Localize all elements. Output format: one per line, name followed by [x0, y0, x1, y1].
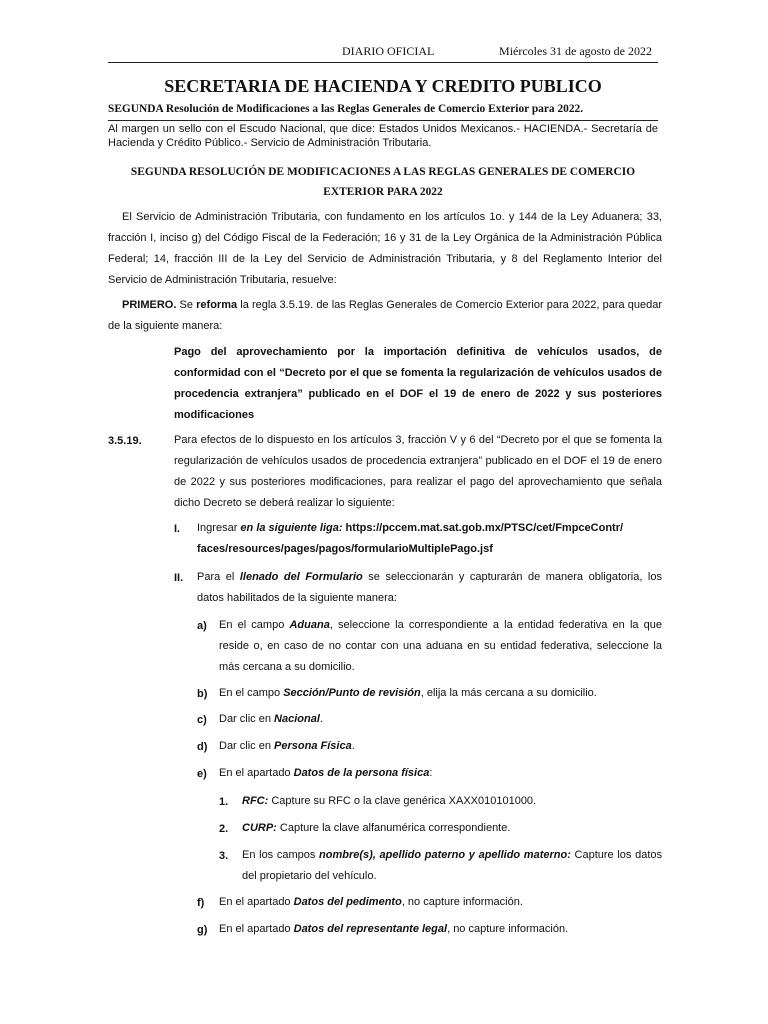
seal-note: Al margen un sello con el Escudo Nacional, que dice: Estados Unidos Mexicanos.- HACIENDA.- Secretaría de Hacienda y Crédito Público.- Servicio de Administración Tributaria. — [108, 123, 658, 149]
subitem-b-field: Sección/Punto de revisión — [283, 687, 421, 699]
section-heading: SECRETARIA DE HACIENDA Y CREDITO PUBLICO — [164, 76, 602, 96]
reforma-word: reforma — [196, 299, 238, 311]
item-I-text-a: Ingresar — [197, 522, 241, 534]
subtitle-rule — [108, 120, 658, 121]
subitem-c-text — [219, 709, 662, 730]
publication-name: DIARIO OFICIAL — [342, 44, 435, 58]
subitem-g-text — [219, 919, 662, 940]
subitem-e-text — [219, 763, 662, 784]
subitem-d-pre: Dar clic en — [219, 740, 275, 752]
primero-text-b: la regla 3.5.19. de las Reglas Generales de Comercio Exterior para 2022, para quedar de la siguiente manera: — [108, 299, 662, 332]
subtitle-bold: SEGUNDA — [108, 103, 164, 115]
subitem-d-post: . — [351, 740, 355, 752]
subitem-d-text — [219, 736, 662, 757]
subitem-c-post: . — [319, 713, 323, 725]
subitem-f-text — [219, 892, 662, 913]
numbered-1-label: 1. — [219, 796, 229, 808]
subitem-e-post: : — [429, 767, 433, 779]
subitem-b-text — [219, 683, 662, 704]
primero-label: PRIMERO. — [122, 299, 177, 311]
subitem-g-pre: En el apartado — [219, 923, 294, 935]
form-url-line1[interactable]: https://pccem.mat.sat.gob.mx/PTSC/cet/FmpceContr/ — [342, 522, 624, 534]
rule-number: 3.5.19. — [108, 435, 142, 447]
subtitle-rest: Resolución de Modificaciones a las Reglas Generales de Comercio Exterior para 2022. — [163, 103, 584, 115]
subitem-a-field: Aduana — [289, 619, 330, 631]
page-header — [108, 44, 658, 64]
subitem-b-pre: En el campo — [219, 687, 284, 699]
subitem-a-pre: En el campo — [219, 619, 290, 631]
numbered-2-text — [242, 818, 662, 839]
rule-heading: Pago del aprovechamiento por la importación definitiva de vehículos usados, de conformidad con el “Decreto por el que se fomenta la regularización de vehículos usados de procedencia extranjera” publicado en el DOF el 19 de enero de 2022 y sus posteriores modificaciones — [174, 346, 662, 421]
item-II-italic: llenado del Formulario — [239, 571, 363, 583]
publication-date: Miércoles 31 de agosto de 2022 — [499, 44, 652, 58]
subitem-a-post: , seleccione la correspondiente a la entidad federativa en la que reside o, en caso de no contar con una aduana en su entidad federativa, seleccione la más cercana a su domicilio. — [219, 619, 663, 673]
numbered-1-text — [242, 791, 662, 812]
item-I-text — [197, 518, 662, 560]
preamble-paragraph: El Servicio de Administración Tributaria, con fundamento en los artículos 1o. y 144 de la Ley Aduanera; 33, fracción I, inciso g) del Código Fiscal de la Federación; 16 y 31 de la Ley Orgánica de la Administración Pública Federal; 14, fracción III de la Ley del Servicio de Administración Tributaria, y 8 del Reglamento Interior del Servicio de Administración Tributaria, resuelve: — [108, 211, 662, 286]
subitem-a-text — [219, 615, 662, 678]
subitem-g-label: g) — [197, 924, 208, 936]
primero-paragraph — [108, 295, 662, 337]
document-subtitle — [108, 103, 658, 115]
subitem-b-label: b) — [197, 688, 208, 700]
primero-text-a: Se — [176, 299, 197, 311]
subitem-e-label: e) — [197, 768, 207, 780]
form-url-line2[interactable]: faces/resources/pages/pagos/formularioMultiplePago.jsf — [197, 543, 493, 555]
subitem-e-pre: En el apartado — [219, 767, 294, 779]
subitem-f-pre: En el apartado — [219, 896, 294, 908]
item-II-text — [197, 567, 662, 609]
resolution-title-line2: EXTERIOR PARA 2022 — [323, 186, 443, 198]
numbered-3-pre: En los campos — [242, 849, 320, 861]
subitem-c-pre: Dar clic en — [219, 713, 275, 725]
item-I-italic: en la siguiente liga: — [240, 522, 343, 534]
subitem-f-field: Datos del pedimento — [293, 896, 402, 908]
numbered-2-label: 2. — [219, 823, 229, 835]
numbered-3-field: nombre(s), apellido paterno y apellido materno: — [319, 849, 571, 861]
item-II-label: II. — [174, 572, 184, 584]
resolution-title — [108, 162, 658, 202]
subitem-g-post: , no capture información. — [447, 923, 569, 935]
item-II-text-b: se seleccionarán y capturarán de manera obligatoria, los datos habilitados de la siguiente manera: — [197, 571, 662, 604]
subitem-g-field: Datos del representante legal — [293, 923, 448, 935]
subitem-b-post: , elija la más cercana a su domicilio. — [420, 687, 597, 699]
subitem-d-label: d) — [197, 741, 208, 753]
subitem-c-field: Nacional — [274, 713, 320, 725]
subitem-a-label: a) — [197, 620, 207, 632]
subitem-c-label: c) — [197, 714, 207, 726]
rule-text: Para efectos de lo dispuesto en los artículos 3, fracción V y 6 del “Decreto por el que se fomenta la regularización de vehículos usados de procedencia extranjera” publicado en el DOF el 19 de enero de 2022 y sus posteriores modificaciones, para realizar el pago del aprovechamiento que señala dicho Decreto se deberá realizar lo siguiente: — [174, 434, 662, 509]
resolution-title-line1: SEGUNDA RESOLUCIÓN DE MODIFICACIONES A LAS REGLAS GENERALES DE COMERCIO — [130, 166, 636, 178]
numbered-2-field: CURP: — [242, 822, 277, 834]
subitem-e-field: Datos de la persona física — [293, 767, 430, 779]
item-I-label: I. — [174, 523, 181, 535]
numbered-2-post: Capture la clave alfanumérica correspondiente. — [276, 822, 511, 834]
subitem-f-post: , no capture información. — [401, 896, 523, 908]
numbered-3-text — [242, 845, 662, 887]
header-rule — [108, 62, 658, 63]
subitem-d-field: Persona Física — [274, 740, 352, 752]
subitem-f-label: f) — [197, 897, 205, 909]
numbered-3-label: 3. — [219, 850, 229, 862]
item-II-text-a: Para el — [197, 571, 240, 583]
numbered-3-post: Capture los datos del propietario del vehículo. — [242, 849, 662, 882]
numbered-1-field: RFC: — [242, 795, 269, 807]
numbered-1-post: Capture su RFC o la clave genérica XAXX010101000. — [268, 795, 537, 807]
